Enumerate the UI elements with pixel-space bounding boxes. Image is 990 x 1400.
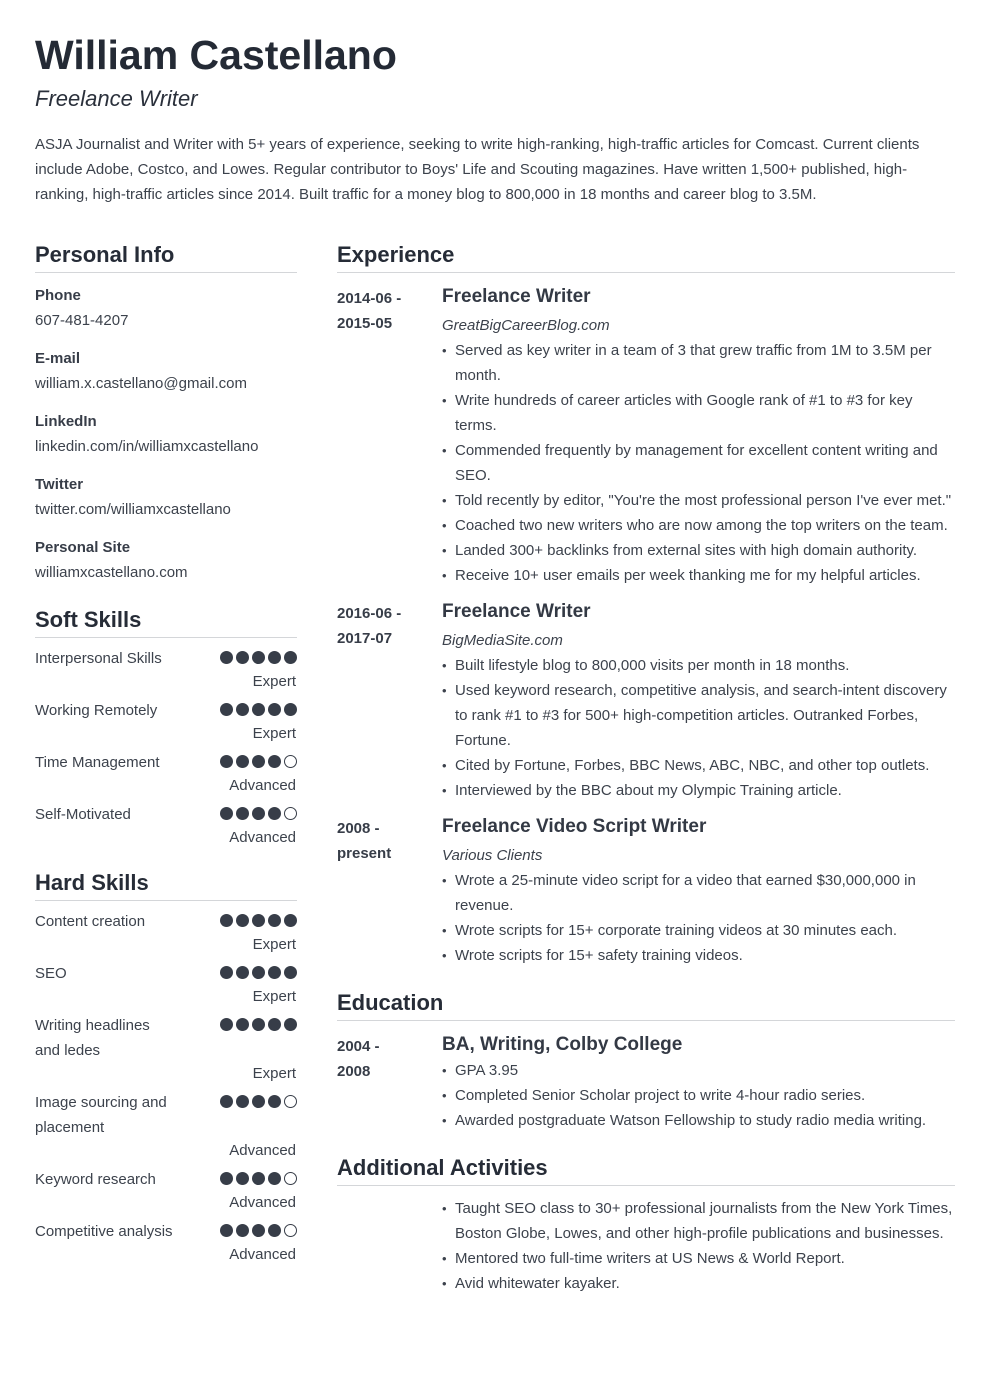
skill-rating <box>220 750 297 768</box>
candidate-name: William Castellano <box>35 32 397 78</box>
skill-row <box>35 1013 297 1063</box>
entry-bullets <box>442 653 955 803</box>
bullet-item: • Wrote scripts for 15+ safety training videos. <box>455 943 955 968</box>
filled-circle-icon <box>220 1172 233 1185</box>
entry-title: Freelance Writer <box>442 601 591 622</box>
skill-level: Expert <box>252 1065 296 1082</box>
skill-level: Expert <box>252 988 296 1005</box>
skill-rating <box>220 961 297 979</box>
bullet-item: • Landed 300+ backlinks from external sites with high domain authority. <box>455 538 955 563</box>
entry-date-empty <box>337 1196 442 1296</box>
date-start: 2014-06 - <box>337 290 402 307</box>
bullet-item: • GPA 3.95 <box>455 1058 955 1083</box>
skill-name: Writing headlines and ledes <box>35 1017 150 1059</box>
filled-circle-icon <box>220 755 233 768</box>
soft-skills-section <box>35 605 297 848</box>
skill-name: Working Remotely <box>35 702 158 719</box>
bullet-item: • Cited by Fortune, Forbes, BBC News, ABC, NBC, and other top outlets. <box>455 753 955 778</box>
filled-circle-icon <box>252 1095 265 1108</box>
entry <box>337 284 955 588</box>
additional-activities-section <box>337 1153 955 1296</box>
filled-circle-icon <box>236 703 249 716</box>
bullet-item: • Coached two new writers who are now among the top writers on the team. <box>455 513 955 538</box>
skill-rating <box>220 646 297 664</box>
skill-row <box>35 1090 297 1140</box>
hard-skills-section <box>35 868 297 1265</box>
skill-item <box>35 1167 297 1213</box>
skill-item <box>35 646 297 692</box>
skill-item <box>35 1090 297 1161</box>
bullet-item: • Awarded postgraduate Watson Fellowship to study radio media writing. <box>455 1108 955 1133</box>
email-label: E-mail <box>35 350 81 367</box>
entry <box>337 599 955 803</box>
bullet-item: • Mentored two full-time writers at US News & World Report. <box>455 1246 955 1271</box>
skill-item <box>35 1219 297 1265</box>
skill-level: Expert <box>252 936 296 953</box>
skill-rating <box>220 909 297 927</box>
skill-row <box>35 961 297 986</box>
section-heading: Personal Info <box>35 240 297 273</box>
filled-circle-icon <box>252 807 265 820</box>
filled-circle-icon <box>236 755 249 768</box>
empty-circle-icon <box>284 807 297 820</box>
left-column <box>35 240 297 1265</box>
bullet-item: • Taught SEO class to 30+ professional journalists from the New York Times, Boston Globe, Lowes, and other high-profile publications and businesses. <box>455 1196 955 1246</box>
empty-circle-icon <box>284 1224 297 1237</box>
skill-item <box>35 750 297 796</box>
filled-circle-icon <box>268 651 281 664</box>
personal-site-value: williamxcastellano.com <box>35 564 188 581</box>
filled-circle-icon <box>236 1172 249 1185</box>
skill-rating <box>220 1090 297 1108</box>
date-end: present <box>337 845 392 862</box>
skill-name: Interpersonal Skills <box>35 650 162 667</box>
skill-row <box>35 802 297 827</box>
empty-circle-icon <box>284 755 297 768</box>
linkedin-value: linkedin.com/in/williamxcastellano <box>35 438 259 455</box>
date-start: 2008 - <box>337 820 380 837</box>
date-end: 2017-07 <box>337 630 393 647</box>
bullet-item: • Commended frequently by management for excellent content writing and SEO. <box>455 438 955 488</box>
skill-row <box>35 646 297 671</box>
entry-body <box>442 284 955 588</box>
personal-info-section <box>35 240 297 585</box>
filled-circle-icon <box>284 1018 297 1031</box>
filled-circle-icon <box>220 1095 233 1108</box>
bullet-item: • Avid whitewater kayaker. <box>455 1271 955 1296</box>
skill-item <box>35 909 297 955</box>
section-heading: Soft Skills <box>35 605 297 638</box>
filled-circle-icon <box>236 651 249 664</box>
entry-bullets <box>442 868 955 968</box>
skill-row <box>35 1219 297 1244</box>
filled-circle-icon <box>236 807 249 820</box>
entry-organization: Various Clients <box>442 847 543 864</box>
skill-name: Time Management <box>35 754 160 771</box>
entry-body <box>442 1032 955 1133</box>
entry-organization: BigMediaSite.com <box>442 632 563 649</box>
entry-date <box>337 599 442 803</box>
entry-date <box>337 814 442 968</box>
skill-level: Expert <box>252 725 296 742</box>
phone-value: 607-481-4207 <box>35 312 129 329</box>
filled-circle-icon <box>236 1018 249 1031</box>
filled-circle-icon <box>252 966 265 979</box>
education-section <box>337 988 955 1133</box>
filled-circle-icon <box>268 703 281 716</box>
skill-level: Advanced <box>229 1246 296 1263</box>
filled-circle-icon <box>236 966 249 979</box>
skill-item <box>35 961 297 1007</box>
entry-title: Freelance Writer <box>442 286 591 307</box>
education-list <box>337 1032 955 1133</box>
filled-circle-icon <box>268 807 281 820</box>
filled-circle-icon <box>268 755 281 768</box>
filled-circle-icon <box>252 703 265 716</box>
filled-circle-icon <box>268 966 281 979</box>
experience-list <box>337 284 955 968</box>
entry <box>337 814 955 968</box>
date-end: 2008 <box>337 1063 371 1080</box>
filled-circle-icon <box>268 1224 281 1237</box>
additional-entry <box>337 1196 955 1296</box>
date-start: 2016-06 - <box>337 605 402 622</box>
skill-level: Expert <box>252 673 296 690</box>
bullet-item: • Served as key writer in a team of 3 that grew traffic from 1M to 3.5M per month. <box>455 338 955 388</box>
filled-circle-icon <box>236 1095 249 1108</box>
skill-name: Keyword research <box>35 1171 156 1188</box>
entry-organization: GreatBigCareerBlog.com <box>442 317 610 334</box>
bullet-item: • Wrote a 25-minute video script for a video that earned $30,000,000 in revenue. <box>455 868 955 918</box>
skill-row <box>35 1167 297 1192</box>
entry-title: Freelance Video Script Writer <box>442 816 707 837</box>
bullet-item: • Built lifestyle blog to 800,000 visits per month in 18 months. <box>455 653 955 678</box>
personal-site-label: Personal Site <box>35 539 131 556</box>
skill-level: Advanced <box>229 829 296 846</box>
skill-row <box>35 698 297 723</box>
empty-circle-icon <box>284 1095 297 1108</box>
entry-bullets <box>442 1058 955 1133</box>
twitter-value: twitter.com/williamxcastellano <box>35 501 231 518</box>
right-column <box>337 240 955 1296</box>
experience-section <box>337 240 955 968</box>
email-value: william.x.castellano@gmail.com <box>35 375 247 392</box>
candidate-title: Freelance Writer <box>35 86 198 111</box>
filled-circle-icon <box>252 1224 265 1237</box>
skill-level: Advanced <box>229 777 296 794</box>
skill-row <box>35 909 297 934</box>
filled-circle-icon <box>220 651 233 664</box>
filled-circle-icon <box>220 807 233 820</box>
entry-date <box>337 284 442 588</box>
section-heading: Additional Activities <box>337 1153 955 1186</box>
skill-name: Competitive analysis <box>35 1223 173 1240</box>
entry-title: BA, Writing, Colby College <box>442 1034 683 1055</box>
skill-rating <box>220 698 297 716</box>
filled-circle-icon <box>268 1095 281 1108</box>
phone-label: Phone <box>35 287 81 304</box>
skill-item <box>35 802 297 848</box>
skill-rating <box>220 802 297 820</box>
filled-circle-icon <box>236 914 249 927</box>
filled-circle-icon <box>236 1224 249 1237</box>
skill-level: Advanced <box>229 1194 296 1211</box>
bullet-item: • Told recently by editor, "You're the most professional person I've ever met." <box>455 488 955 513</box>
section-heading: Hard Skills <box>35 868 297 901</box>
filled-circle-icon <box>284 914 297 927</box>
entry <box>337 1032 955 1133</box>
section-heading: Experience <box>337 240 955 273</box>
entry-bullets <box>442 338 955 588</box>
date-start: 2004 - <box>337 1038 380 1055</box>
filled-circle-icon <box>220 966 233 979</box>
bullet-item: • Completed Senior Scholar project to write 4-hour radio series. <box>455 1083 955 1108</box>
profile-summary: ASJA Journalist and Writer with 5+ years of experience, seeking to write high-ranking, high-traffic articles for Comcast. Current clients include Adobe, Costco, and Lowes. Regular contributor to Boys' Life and Scouting magazines. Have written 1,500+ published, high-ranking, high-traffic articles since 2014. Built traffic for a money blog to 800,000 in 18 months and career blog to 3.5M. <box>35 136 920 203</box>
empty-circle-icon <box>284 1172 297 1185</box>
filled-circle-icon <box>252 1018 265 1031</box>
filled-circle-icon <box>268 1172 281 1185</box>
skill-rating <box>220 1219 297 1237</box>
skill-name: Self-Motivated <box>35 806 131 823</box>
filled-circle-icon <box>252 755 265 768</box>
skill-item <box>35 698 297 744</box>
filled-circle-icon <box>252 914 265 927</box>
skill-name: SEO <box>35 965 67 982</box>
filled-circle-icon <box>220 1224 233 1237</box>
additional-bullets <box>442 1196 955 1296</box>
bullet-item: • Used keyword research, competitive analysis, and search-intent discovery to rank #1 to #3 for 500+ high-competition articles. Outranked Forbes, Fortune. <box>455 678 955 753</box>
twitter-label: Twitter <box>35 476 84 493</box>
entry-date <box>337 1032 442 1133</box>
skill-level: Advanced <box>229 1142 296 1159</box>
entry-body <box>442 599 955 803</box>
bullet-item: • Receive 10+ user emails per week thanking me for my helpful articles. <box>455 563 955 588</box>
entry-body <box>442 814 955 968</box>
skill-rating <box>220 1167 297 1185</box>
bullet-item: • Interviewed by the BBC about my Olympic Training article. <box>455 778 955 803</box>
section-heading: Education <box>337 988 955 1021</box>
linkedin-label: LinkedIn <box>35 413 97 430</box>
date-end: 2015-05 <box>337 315 393 332</box>
filled-circle-icon <box>252 1172 265 1185</box>
filled-circle-icon <box>252 651 265 664</box>
skill-name: Content creation <box>35 913 146 930</box>
bullet-item: • Write hundreds of career articles with Google rank of #1 to #3 for key terms. <box>455 388 955 438</box>
filled-circle-icon <box>284 703 297 716</box>
filled-circle-icon <box>220 914 233 927</box>
bullet-item: • Wrote scripts for 15+ corporate training videos at 30 minutes each. <box>455 918 955 943</box>
filled-circle-icon <box>220 703 233 716</box>
skill-row <box>35 750 297 775</box>
filled-circle-icon <box>268 914 281 927</box>
skill-rating <box>220 1013 297 1031</box>
skill-item <box>35 1013 297 1084</box>
filled-circle-icon <box>220 1018 233 1031</box>
filled-circle-icon <box>268 1018 281 1031</box>
filled-circle-icon <box>284 966 297 979</box>
skill-name: Image sourcing and placement <box>35 1094 167 1136</box>
filled-circle-icon <box>284 651 297 664</box>
